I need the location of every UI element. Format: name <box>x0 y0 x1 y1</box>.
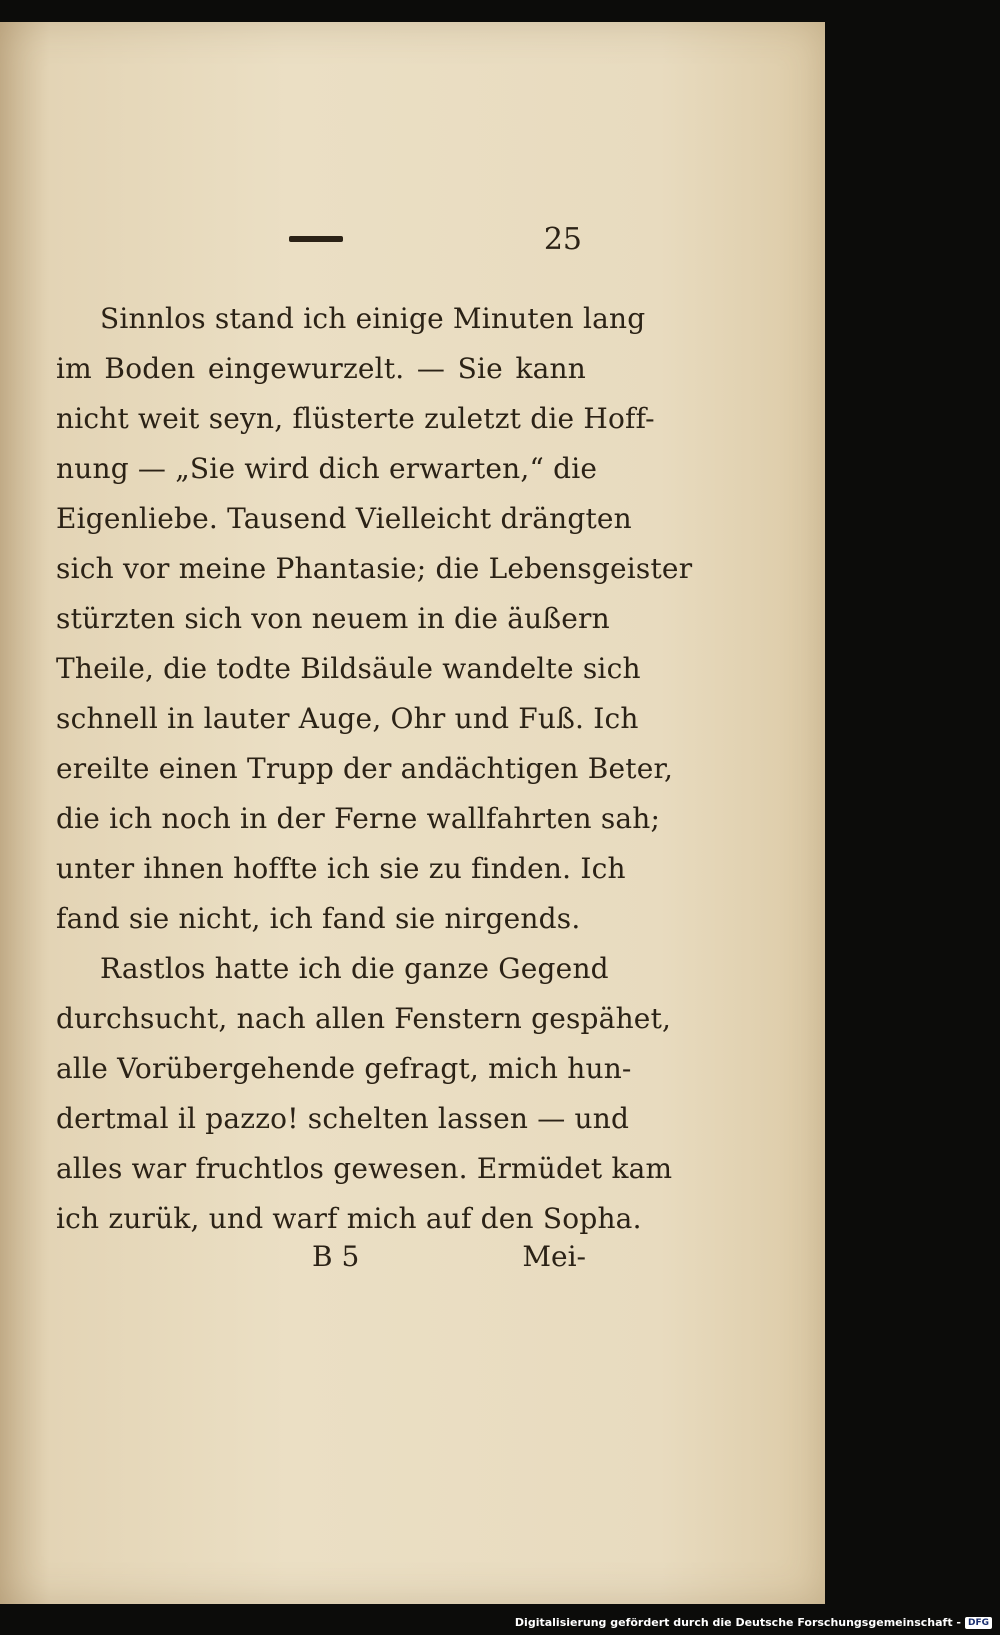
page-number: 25 <box>543 222 582 257</box>
header-rule <box>289 236 343 242</box>
text-line: alles war fruchtlos gewesen. Ermüdet kam <box>56 1152 673 1185</box>
text-line: dertmal il pazzo! schelten lassen — und <box>56 1102 630 1135</box>
text-line: nicht weit seyn, flüsterte zuletzt die Hoff- <box>56 402 655 435</box>
text-line: stürzten sich von neuem in die äußern <box>56 602 610 635</box>
text-line: fand sie nicht, ich fand sie nirgends. <box>56 902 581 935</box>
text-line: Eigenliebe. Tausend Vielleicht drängten <box>56 502 632 535</box>
text-line: die ich noch in der Ferne wallfahrten sah; <box>56 802 661 835</box>
text-line: schnell in lauter Auge, Ohr und Fuß. Ich <box>56 702 639 735</box>
text-line: nung — „Sie wird dich erwarten,“ die <box>56 452 598 485</box>
credit-text: Digitalisierung gefördert durch die Deutsche Forschungsgemeinschaft - <box>514 1616 961 1629</box>
body-text <box>56 294 693 1244</box>
text-line: unter ihnen hoffte ich sie zu finden. Ich <box>56 852 626 885</box>
digitization-credit <box>515 1616 992 1629</box>
page-footer <box>56 1240 586 1290</box>
book-page <box>0 22 825 1604</box>
text-line: ereilte einen Trupp der andächtigen Beter, <box>56 752 674 785</box>
catchword: Mei- <box>522 1240 586 1273</box>
signature-mark: B 5 <box>312 1240 360 1273</box>
text-line: im Boden eingewurzelt. — Sie kann <box>56 352 586 385</box>
text-line: durchsucht, nach allen Fenstern gespähet, <box>56 1002 672 1035</box>
text-line: alle Vorübergehende gefragt, mich hun- <box>56 1052 632 1085</box>
text-line: Theile, die todte Bildsäule wandelte sich <box>56 652 641 685</box>
text-line: Sinnlos stand ich einige Minuten lang <box>100 302 646 335</box>
text-line: sich vor meine Phantasie; die Lebensgeister <box>56 552 693 585</box>
text-line: ich zurük, und warf mich auf den Sopha. <box>56 1202 642 1235</box>
text-line: Rastlos hatte ich die ganze Gegend <box>100 952 609 985</box>
dfg-logo: DFG <box>965 1617 992 1629</box>
